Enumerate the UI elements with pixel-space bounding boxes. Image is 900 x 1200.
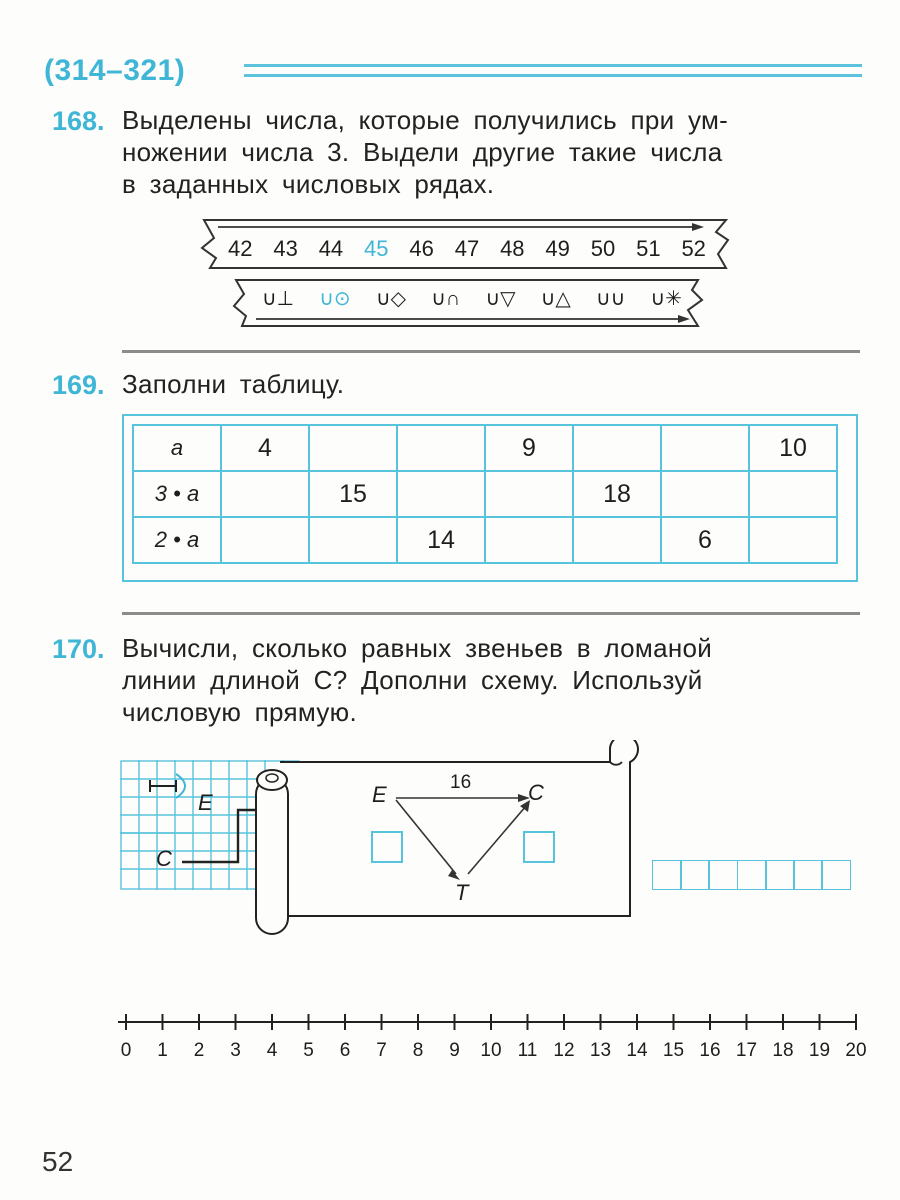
task-170-line-3: числовую прямую. <box>122 697 357 727</box>
number-cell[interactable]: 52 <box>681 236 706 261</box>
header-rule-bottom <box>244 74 862 77</box>
answer-strip <box>652 860 851 890</box>
number-line-tick-label: 18 <box>772 1040 794 1061</box>
task-168-number: 168. <box>52 106 105 136</box>
number-line-tick-label: 11 <box>517 1040 538 1061</box>
table-cell[interactable] <box>485 517 573 563</box>
row-header: 2 • a <box>133 517 221 563</box>
task-170-number: 170. <box>52 634 105 664</box>
number-line-tick-label: 1 <box>157 1040 168 1061</box>
task-170-text <box>122 632 862 728</box>
divider-168-169 <box>122 350 860 353</box>
table-cell: 18 <box>573 471 661 517</box>
number-line-tick-label: 9 <box>449 1040 460 1061</box>
symbol-cell[interactable]: ∪▽ <box>485 288 516 310</box>
symbol-cell[interactable]: ∪△ <box>540 288 571 310</box>
row-header: 3 • a <box>133 471 221 517</box>
number-line-tick-label: 15 <box>662 1040 685 1061</box>
task-169-number: 169. <box>52 370 105 400</box>
number-line-tick-label: 20 <box>845 1040 867 1061</box>
table-cell: 9 <box>485 425 573 471</box>
symbol-cell[interactable]: ∪∪ <box>595 288 626 310</box>
scroll-scheme <box>250 740 640 940</box>
table-cell: 14 <box>397 517 485 563</box>
number-cell[interactable]: 48 <box>500 236 525 261</box>
number-cell[interactable]: 46 <box>409 236 434 261</box>
arc-mark-icon <box>176 774 185 798</box>
symbol-cell[interactable]: ∪✳ <box>650 288 682 310</box>
task-170-line-2: линии длиной C? Дополни схему. Используй <box>122 665 703 695</box>
table-cell[interactable] <box>485 471 573 517</box>
number-cell[interactable]: 42 <box>228 236 253 261</box>
fill-table <box>132 424 838 564</box>
table-cell[interactable] <box>397 425 485 471</box>
number-line-tick-label: 8 <box>412 1040 424 1061</box>
section-range: (314–321) <box>44 54 186 87</box>
table-cell: 10 <box>749 425 837 471</box>
number-line-labels <box>110 1040 870 1068</box>
number-line <box>110 1006 870 1036</box>
answer-cell[interactable] <box>708 860 738 890</box>
label-c-grid: C <box>156 846 172 871</box>
answer-cell[interactable] <box>793 860 823 890</box>
number-line-tick-label: 3 <box>230 1040 241 1061</box>
table-row <box>133 425 837 471</box>
table-cell: 15 <box>309 471 397 517</box>
answer-cell[interactable] <box>821 860 851 890</box>
number-cell[interactable]: 43 <box>273 236 298 261</box>
number-line-tick-label: 10 <box>480 1040 502 1061</box>
number-cell[interactable]: 47 <box>454 236 480 261</box>
number-line-tick-label: 7 <box>376 1040 387 1061</box>
number-line-tick-label: 17 <box>735 1040 758 1061</box>
answer-cell[interactable] <box>652 860 682 890</box>
segment-e <box>150 780 176 792</box>
number-row-1 <box>228 236 706 262</box>
number-cell[interactable]: 50 <box>590 236 616 261</box>
number-line-tick-label: 16 <box>699 1040 721 1061</box>
table-cell[interactable] <box>573 517 661 563</box>
scheme-node-e: E <box>372 782 387 807</box>
number-line-tick-label: 12 <box>553 1040 575 1061</box>
row-header: a <box>133 425 221 471</box>
task-168-text <box>122 104 862 200</box>
number-line-tick-label: 4 <box>266 1040 278 1061</box>
table-cell[interactable] <box>309 517 397 563</box>
task-168-line-3: в заданных числовых рядах. <box>122 169 495 199</box>
symbol-cell[interactable]: ∪⊥ <box>262 288 295 310</box>
number-cell[interactable]: 49 <box>545 236 570 261</box>
table-cell[interactable] <box>573 425 661 471</box>
number-line-tick-label: 19 <box>808 1040 831 1061</box>
divider-169-170 <box>122 612 860 615</box>
table-cell[interactable] <box>309 425 397 471</box>
table-cell[interactable] <box>397 471 485 517</box>
number-line-tick-label: 5 <box>303 1040 314 1061</box>
table-row <box>133 517 837 563</box>
number-line-tick-label: 2 <box>193 1040 205 1061</box>
number-cell[interactable]: 45 <box>364 236 389 261</box>
scheme-node-c: C <box>528 780 544 805</box>
number-line-tick-label: 0 <box>120 1040 132 1061</box>
scheme-node-t: T <box>455 880 469 905</box>
answer-cell[interactable] <box>680 860 710 890</box>
table-cell[interactable] <box>661 471 749 517</box>
task-170-line-1: Вычисли, сколько равных звеньев в ломаной <box>122 633 713 663</box>
table-cell[interactable] <box>221 471 309 517</box>
table-cell[interactable] <box>221 517 309 563</box>
symbol-cell[interactable]: ∪∩ <box>431 288 461 310</box>
symbol-cell[interactable]: ∪◇ <box>375 288 406 310</box>
number-cell[interactable]: 44 <box>318 236 344 261</box>
table-row <box>133 471 837 517</box>
page-number: 52 <box>42 1146 74 1177</box>
table-cell[interactable] <box>661 425 749 471</box>
task-169-text: Заполни таблицу. <box>122 369 345 399</box>
symbol-cell[interactable]: ∪⊙ <box>319 288 351 310</box>
number-cell[interactable]: 51 <box>636 236 661 261</box>
table-cell: 4 <box>221 425 309 471</box>
table-cell[interactable] <box>749 517 837 563</box>
task-168-line-2: ножении числа 3. Выдели другие такие числа <box>122 137 723 167</box>
number-line-tick-label: 13 <box>589 1040 612 1061</box>
answer-cell[interactable] <box>737 860 767 890</box>
number-line-tick-label: 6 <box>339 1040 351 1061</box>
answer-cell[interactable] <box>765 860 795 890</box>
symbol-row-2 <box>262 286 682 311</box>
table-cell[interactable] <box>749 471 837 517</box>
scheme-edge-label: 16 <box>450 772 472 793</box>
table-cell: 6 <box>661 517 749 563</box>
number-line-tick-label: 14 <box>626 1040 648 1061</box>
header-rule-top <box>244 64 862 67</box>
task-168-line-1: Выделены числа, которые получились при ум- <box>122 105 729 135</box>
label-e-grid: E <box>198 790 213 815</box>
